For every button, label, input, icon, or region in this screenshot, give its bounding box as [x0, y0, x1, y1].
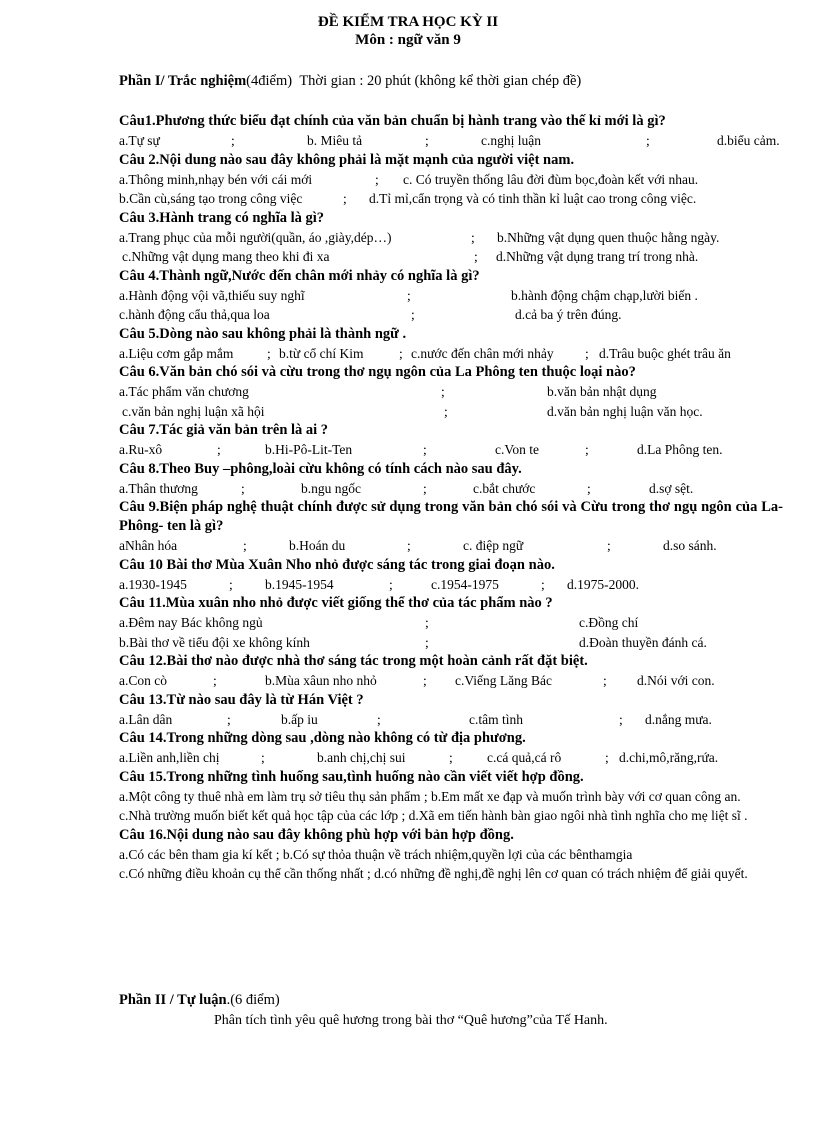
separator: ; — [425, 133, 429, 148]
separator: ; — [399, 345, 403, 361]
answer-b: b.1945-1954 — [265, 576, 334, 592]
answer-c: c.Von te — [495, 442, 539, 457]
answer-row — [119, 228, 783, 248]
separator: ; — [607, 538, 611, 553]
answer-row — [119, 344, 783, 364]
separator: ; — [423, 480, 427, 496]
separator: ; — [605, 750, 609, 765]
answer-b: b.hành động chậm chạp,lười biến . — [511, 287, 698, 303]
answer-c: c.1954-1975 — [431, 576, 499, 592]
question-title: Câu 2.Nội dung nào sau đây không phải là mặt mạnh của người việt nam. — [119, 151, 575, 168]
separator: ; — [229, 576, 233, 592]
separator: ; — [389, 576, 393, 592]
answer-a: a.1930-1945 — [119, 576, 187, 592]
answer-c: c.hành động cẩu thả,qua loa — [119, 307, 270, 322]
separator: ; — [425, 615, 429, 630]
answer-a: a.Tác phẩm văn chương — [119, 384, 249, 399]
question-title: Câu 6.Văn bản chó sói và cừu trong thơ ngụ ngôn của La Phông ten thuộc loại nào? — [119, 364, 636, 380]
exam-subject: Môn : ngữ văn 9 — [355, 32, 461, 48]
separator: ; — [585, 345, 589, 361]
answer-row — [119, 170, 783, 190]
question-title: Câu 11.Mùa xuân nho nhỏ được viết giống thể thơ của tác phẩm nào ? — [119, 595, 553, 611]
answer-a: a.Thân thương — [119, 480, 198, 496]
answer-a: a.Ru-xô — [119, 442, 163, 457]
question-10 — [119, 556, 783, 595]
answer-row — [119, 305, 783, 325]
answer-c: c.tâm tình — [469, 711, 523, 727]
separator: ; — [425, 634, 429, 650]
part2-score: .(6 điểm) — [226, 992, 280, 1008]
answer-b: b. Miêu tả — [307, 133, 363, 148]
answer-a: a.Lân dân — [119, 711, 173, 727]
question-title: Câu 3.Hành trang có nghĩa là gì? — [119, 209, 325, 226]
separator: ; — [423, 673, 427, 688]
separator: ; — [377, 711, 381, 727]
answer-b: b.ấp iu — [281, 711, 318, 727]
answer-d: d.Nói với con. — [637, 673, 715, 688]
separator: ; — [449, 750, 453, 765]
answer-line: c.Nhà trường muốn biết kết quả học tập của các lớp ; d.Xã em tiến hành bàn giao ngôi nhà tình nghĩa cho mẹ liệt sĩ . — [119, 808, 748, 823]
question-4 — [119, 267, 783, 325]
part2-heading — [119, 992, 280, 1009]
answer-line: a.Một công ty thuê nhà em làm trụ sở tiêu thụ sản phẩm ; b.Em mất xe đạp và muốn trình bày với cơ quan công an. — [119, 788, 741, 804]
separator: ; — [474, 249, 478, 264]
answer-a: a.Đêm nay Bác không ngủ — [119, 615, 263, 630]
exam-title: ĐỀ KIỂM TRA HỌC KỲ II — [317, 14, 499, 30]
answer-c: c.bắt chước — [473, 480, 536, 496]
answer-c: c. điệp ngữ — [463, 538, 524, 553]
question-title: Câu 4.Thành ngữ,Nước đến chân mới nhảy có nghĩa là gì? — [119, 267, 480, 284]
question-8 — [119, 460, 783, 499]
question-title: Câu 12.Bài thơ nào được nhà thơ sáng tác trong một hoàn cảnh rất đặt biệt. — [119, 653, 588, 669]
separator: ; — [411, 307, 415, 322]
answer-d: d.Trâu buộc ghét trâu ăn — [599, 345, 731, 361]
answer-d: d.Đoàn thuyền đánh cá. — [579, 634, 707, 650]
separator: ; — [603, 673, 607, 688]
answer-c: c.Những vật dụng mang theo khi đi xa — [122, 249, 330, 264]
question-11 — [119, 594, 783, 652]
separator: ; — [407, 538, 411, 553]
answer-row — [119, 748, 783, 768]
separator: ; — [227, 711, 231, 727]
separator: ; — [619, 711, 623, 727]
answer-b: b.Hoán du — [289, 538, 346, 553]
answer-a: aNhân hóa — [119, 538, 178, 553]
answer-row — [119, 440, 783, 460]
questions — [119, 112, 783, 884]
question-title: Câu 7.Tác giả văn bản trên là ai ? — [119, 422, 329, 438]
separator: ; — [241, 480, 245, 496]
question-9 — [119, 498, 783, 556]
question-2 — [119, 151, 783, 209]
question-title: Câu 10 Bài thơ Mùa Xuân Nho nhỏ được sáng tác trong giai đoạn nào. — [119, 556, 555, 573]
answer-b: b.văn bản nhật dụng — [547, 384, 657, 399]
answer-a: a.Con cò — [119, 673, 167, 688]
question-14 — [119, 729, 783, 768]
separator: ; — [441, 384, 445, 399]
answer-c: c.Đồng chí — [579, 615, 639, 630]
separator: ; — [261, 750, 265, 765]
answer-b: b.từ cổ chí Kim — [279, 345, 364, 361]
separator: ; — [243, 538, 247, 553]
answer-row — [119, 575, 783, 595]
answer-b: b.Cần cù,sáng tạo trong công việc — [119, 191, 303, 206]
question-title: Câu 9.Biện pháp nghệ thuật chính được sử dụng trong văn bản chó sói và Cừu trong thơ ngụ ngôn của La-Phông- ten là gì? — [119, 499, 783, 534]
answer-c: c.nước đến chân mới nhảy — [411, 345, 554, 361]
question-6 — [119, 363, 783, 421]
answer-row — [119, 671, 783, 691]
separator: ; — [217, 442, 221, 457]
question-15 — [119, 768, 783, 826]
part1-score: (4điểm) — [246, 73, 293, 89]
answer-row — [119, 131, 783, 151]
question-title: Câu 5.Dòng nào sau không phải là thành ngữ . — [119, 325, 407, 342]
answer-d: d.1975-2000. — [567, 576, 639, 592]
separator: ; — [471, 229, 475, 245]
answer-row — [119, 536, 783, 556]
answer-row — [119, 613, 783, 633]
answer-b: b.Bài thơ về tiểu đội xe không kính — [119, 634, 310, 650]
question-16 — [119, 826, 783, 884]
answer-b: b.ngu ngốc — [301, 480, 361, 496]
separator: ; — [375, 171, 379, 187]
part1-heading — [119, 73, 581, 90]
answer-d: d.biểu cảm. — [717, 133, 780, 148]
answer-a: a.Hành động vội vã,thiếu suy nghĩ — [119, 287, 305, 303]
answer-c: c. Có truyền thống lâu đời đùm bọc,đoàn kết với nhau. — [403, 171, 699, 187]
separator: ; — [267, 345, 271, 361]
answer-d: d.nắng mưa. — [645, 711, 712, 727]
separator: ; — [423, 442, 427, 457]
answer-row — [119, 479, 783, 499]
answer-b: b.Những vật dụng quen thuộc hằng ngày. — [497, 229, 720, 245]
answer-c: c.văn bản nghị luận xã hội — [122, 403, 265, 419]
part1-time: Thời gian : 20 phút (không kể thời gian chép đề) — [299, 73, 582, 89]
answer-a: a.Tự sự — [119, 133, 160, 148]
answer-row — [119, 633, 783, 653]
answer-c: c.nghị luận — [481, 133, 541, 148]
answer-row — [119, 247, 783, 267]
answer-a: a.Trang phục của mỗi người(quần, áo ,giày,dép…) — [119, 229, 392, 245]
answer-row — [119, 710, 783, 730]
answer-b: b.Hi-Pô-Lit-Ten — [265, 442, 353, 457]
question-3 — [119, 209, 783, 267]
separator: ; — [541, 576, 545, 592]
answer-d: d.cả ba ý trên đúng. — [515, 307, 622, 322]
part1-label: Phần I/ Trắc nghiệm — [119, 73, 247, 89]
separator: ; — [444, 403, 448, 419]
question-title: Câu 15.Trong những tình huống sau,tình huống nào cần viết viết hợp đồng. — [119, 768, 584, 785]
answer-c: c.Viếng Lăng Bác — [455, 673, 553, 688]
answer-line: a.Có các bên tham gia kí kết ; b.Có sự thỏa thuận về trách nhiệm,quyền lợi của các bênthamgia — [119, 846, 633, 862]
separator: ; — [585, 442, 589, 457]
answer-d: d.chi,mô,răng,rứa. — [619, 750, 719, 765]
question-7 — [119, 421, 783, 460]
question-13 — [119, 691, 783, 730]
answer-d: d.Những vật dụng trang trí trong nhà. — [496, 249, 699, 264]
answer-row — [119, 402, 783, 422]
separator: ; — [231, 133, 235, 148]
separator: ; — [587, 480, 591, 496]
part2-label: Phần II / Tự luận — [119, 992, 227, 1008]
question-title: Câu1.Phương thức biểu đạt chính của văn bản chuẩn bị hành trang vào thế kỉ mới là gì? — [119, 113, 666, 129]
question-title: Câu 8.Theo Buy –phông,loài cừu không có tính cách nào sau đây. — [119, 460, 522, 477]
question-title: Câu 16.Nội dung nào sau đây không phù hợp với bản hợp đồng. — [119, 826, 514, 843]
separator: ; — [407, 287, 411, 303]
answer-b: b.Mùa xâun nho nhỏ — [265, 673, 377, 688]
separator: ; — [343, 191, 347, 206]
answer-c: c.cá quả,cá rô — [487, 750, 562, 765]
answer-d: d.sợ sệt. — [649, 480, 694, 496]
answer-b: b.anh chị,chị sui — [317, 750, 406, 765]
question-5 — [119, 325, 783, 364]
answer-d: d.văn bản nghị luận văn học. — [547, 403, 703, 419]
separator: ; — [213, 673, 217, 688]
answer-row — [119, 382, 783, 402]
question-12 — [119, 652, 783, 691]
question-1 — [119, 112, 783, 151]
answer-a: a.Liệu cơm gắp mắm — [119, 345, 234, 361]
answer-row — [119, 286, 783, 306]
question-title: Câu 13.Từ nào sau đây là từ Hán Việt ? — [119, 691, 364, 708]
answer-d: d.Tỉ mỉ,cẩn trọng và có tinh thần kỉ luật cao trong công việc. — [369, 191, 697, 206]
answer-row — [119, 189, 783, 209]
answer-d: d.La Phông ten. — [637, 442, 723, 457]
essay-task: Phân tích tình yêu quê hương trong bài thơ “Quê hương”của Tế Hanh. — [214, 1013, 608, 1028]
answer-d: d.so sánh. — [663, 538, 717, 553]
answer-a: a.Liền anh,liền chị — [119, 750, 220, 765]
separator: ; — [646, 133, 650, 148]
question-title: Câu 14.Trong những dòng sau ,dòng nào không có từ địa phương. — [119, 730, 526, 746]
answer-a: a.Thông minh,nhạy bén với cái mới — [119, 171, 313, 187]
answer-line: c.Có những điều khoản cụ thể cần thống nhất ; d.có những đề nghị,đề nghị lên cơ quan có trách nhiệm để giải quyết. — [119, 866, 748, 881]
